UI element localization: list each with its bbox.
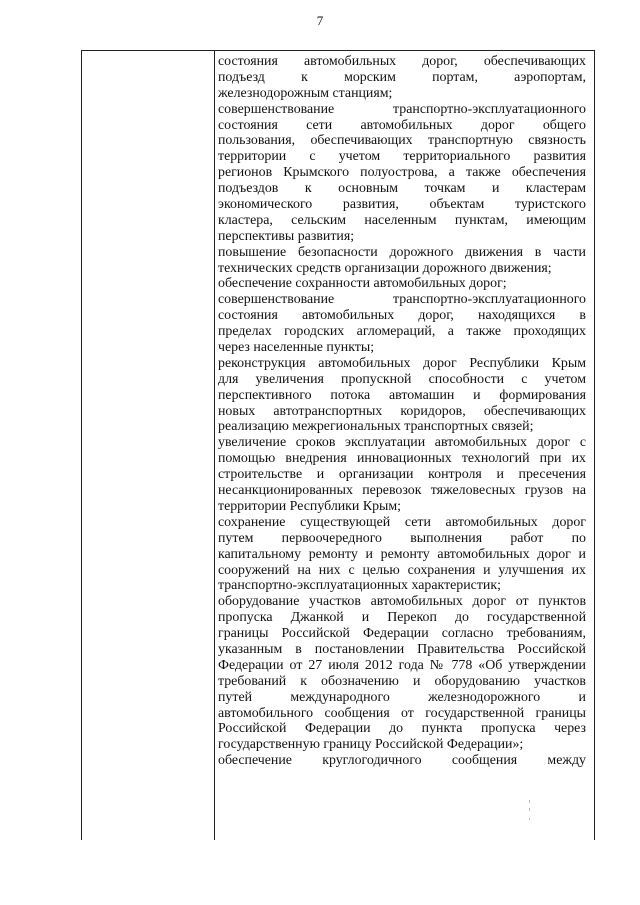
text-line: технических средств организации дорожного движения; bbox=[218, 260, 552, 276]
text-line: указанным в постановлении Правительства Российской bbox=[218, 641, 586, 657]
text-line: состояния автомобильных дорог, обеспечивающих bbox=[218, 54, 586, 69]
text-line: перспективы развития; bbox=[218, 228, 355, 244]
text-line: пропуска Джанкой и Перекоп до государственной bbox=[218, 610, 586, 626]
text-line: новых автотранспортных коридоров, обеспечивающих bbox=[218, 403, 586, 419]
scan-mark bbox=[529, 800, 530, 803]
page-number: 7 bbox=[316, 13, 324, 28]
text-line: путем первоочередного выполнения работ по bbox=[218, 530, 586, 546]
text-line: капитальному ремонту и ремонту автомобильных дорог и bbox=[218, 546, 586, 562]
text-line: государственную границу Российской Федерации»; bbox=[218, 737, 524, 753]
text-line: путей международного железнодорожного и bbox=[218, 689, 586, 705]
document-table bbox=[81, 50, 595, 840]
scan-mark bbox=[529, 818, 530, 820]
text-line: оборудование участков автомобильных дорог от пунктов bbox=[218, 594, 586, 610]
text-line: помощью внедрения инновационных технологий при их bbox=[218, 451, 586, 467]
text-line: пользования, обеспечивающих транспортную связность bbox=[218, 133, 586, 149]
text-line: для увеличения пропускной способности с учетом bbox=[218, 371, 586, 387]
text-line: регионов Крымского полуострова, а также обеспечения bbox=[218, 165, 586, 181]
text-line: транспортно-эксплуатационных характеристик; bbox=[218, 578, 501, 594]
text-line: обеспечение сохранности автомобильных дорог; bbox=[218, 276, 507, 292]
table-cell-text bbox=[218, 51, 586, 769]
text-line: Федерации от 27 июля 2012 года № 778 «Об утверждении bbox=[218, 657, 586, 673]
text-line: реализацию межрегиональных транспортных связей; bbox=[218, 419, 534, 435]
text-line: пределах городских агломераций, а также проходящих bbox=[218, 324, 586, 340]
text-line: экономического развития, объектам туристского bbox=[218, 197, 586, 213]
text-line: повышение безопасности дорожного движения в части bbox=[218, 244, 586, 260]
text-line: перспективного потока автомашин и формирования bbox=[218, 387, 586, 403]
text-line: через населенные пункты; bbox=[218, 340, 375, 356]
text-line: состояния автомобильных дорог, находящихся в bbox=[218, 308, 586, 324]
text-line: границы Российской Федерации согласно требованиям, bbox=[218, 626, 586, 642]
text-line: совершенствование транспортно-эксплуатационного bbox=[218, 292, 586, 308]
text-line: железнодорожным станциям; bbox=[218, 85, 393, 101]
text-line: несанкционированных перевозок тяжеловесных грузов на bbox=[218, 483, 586, 499]
text-line: увеличение сроков эксплуатации автомобильных дорог с bbox=[218, 435, 586, 451]
text-line: сооружений на них с целью сохранения и улучшения их bbox=[218, 562, 586, 578]
text-line: строительстве и организации контроля и пресечения bbox=[218, 467, 586, 483]
text-line: обеспечение круглогодичного сообщения между bbox=[218, 753, 586, 769]
text-line: кластера, сельским населенным пунктам, имеющим bbox=[218, 212, 586, 228]
text-line: требований к обозначению и оборудованию участков bbox=[218, 673, 586, 689]
scan-mark bbox=[529, 808, 530, 811]
text-line: состояния сети автомобильных дорог общего bbox=[218, 117, 586, 133]
text-line: территории с учетом территориального развития bbox=[218, 149, 586, 165]
text-line: сохранение существующей сети автомобильных дорог bbox=[218, 514, 586, 530]
table-column-divider bbox=[214, 51, 215, 840]
text-line: подъезд к морским портам, аэропортам, bbox=[218, 69, 586, 85]
text-line: подъездов к основным точкам и кластерам bbox=[218, 181, 586, 197]
text-line: реконструкция автомобильных дорог Республики Крым bbox=[218, 355, 586, 371]
text-line: территории Республики Крым; bbox=[218, 498, 402, 514]
text-line: совершенствование транспортно-эксплуатационного bbox=[218, 101, 586, 117]
text-line: Российской Федерации до пункта пропуска через bbox=[218, 721, 586, 737]
text-line: автомобильного сообщения от государственной границы bbox=[218, 705, 586, 721]
